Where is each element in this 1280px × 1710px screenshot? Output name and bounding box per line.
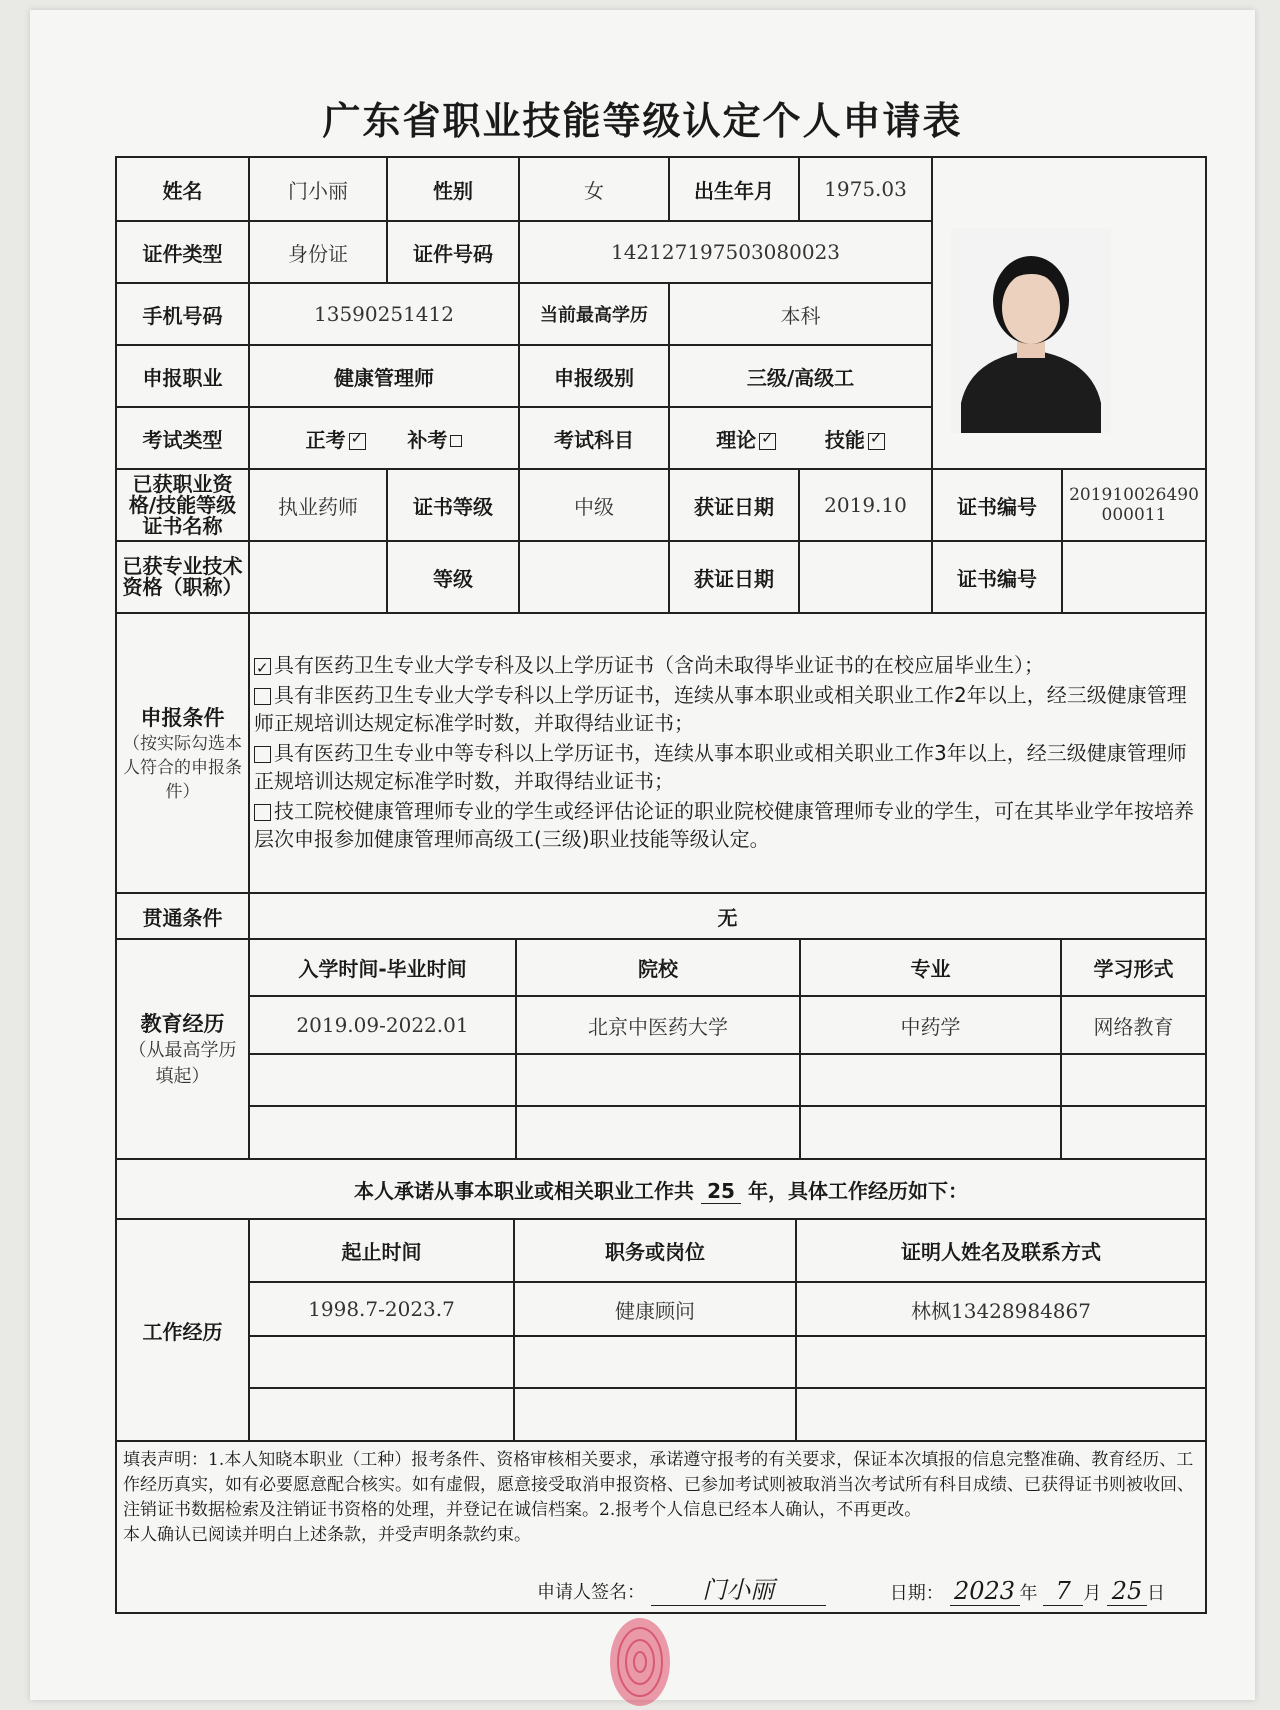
fingerprint-icon <box>605 1615 675 1710</box>
qual-name-value: 执业药师 <box>249 469 387 541</box>
pledge-prefix: 本人承诺从事本职业或相关职业工作共 <box>354 1178 695 1203</box>
table-cell <box>1061 1054 1205 1106</box>
form-title: 广东省职业技能等级认定个人申请表 <box>322 99 963 143</box>
table-cell: 网络教育 <box>1061 996 1205 1054</box>
signature-block <box>537 1570 826 1606</box>
date-month-unit: 月 <box>1083 1583 1102 1604</box>
conditions-note: （按实际勾选本人符合的申报条件） <box>123 734 242 802</box>
table-cell <box>800 1106 1061 1158</box>
checkbox-checked-icon[interactable] <box>759 433 776 450</box>
grade-label: 等级 <box>387 541 519 613</box>
work-table <box>250 1220 1205 1440</box>
table-header-row <box>250 940 1205 996</box>
checkbox-checked-icon[interactable] <box>349 433 366 450</box>
table-cell <box>516 1054 800 1106</box>
date-day: 25 <box>1107 1577 1147 1606</box>
checkbox-empty-icon[interactable] <box>450 435 462 447</box>
table-cell <box>516 1106 800 1158</box>
edu-history-table-cell <box>249 939 1206 1159</box>
edu-history-note: （从最高学历填起） <box>128 1040 237 1087</box>
grade-value <box>519 541 669 613</box>
cert-date-label: 获证日期 <box>669 469 799 541</box>
table-cell <box>514 1336 796 1388</box>
table-cell: 健康顾问 <box>514 1282 796 1336</box>
exam-subject-label: 考试科目 <box>519 407 669 469</box>
phone-value: 13590251412 <box>249 283 519 345</box>
work-pledge <box>116 1159 1206 1219</box>
declaration-text <box>117 1442 1205 1558</box>
cert-no2-label: 证书编号 <box>932 541 1062 613</box>
table-cell <box>250 1388 514 1440</box>
checkbox-checked-icon[interactable] <box>254 658 271 675</box>
work-history-label: 工作经历 <box>116 1219 249 1441</box>
conditions-label-cell <box>116 613 249 893</box>
signature-row <box>117 1558 1205 1612</box>
date-block <box>890 1577 1165 1606</box>
table-header-cell: 院校 <box>516 940 800 996</box>
exam-type-makeup[interactable]: 补考 <box>407 428 462 452</box>
checkbox-empty-icon[interactable] <box>254 688 271 705</box>
table-header-row <box>250 1220 1205 1282</box>
photo-cell <box>932 157 1206 469</box>
through-label: 贯通条件 <box>116 893 249 939</box>
table-cell <box>250 1054 516 1106</box>
table-cell: 中药学 <box>800 996 1061 1054</box>
gender-label: 性别 <box>387 157 519 221</box>
table-cell: 2019.09-2022.01 <box>250 996 516 1054</box>
cert-level-label: 证书等级 <box>387 469 519 541</box>
table-cell <box>796 1336 1205 1388</box>
exam-subject-skill[interactable]: 技能✓ <box>825 428 885 452</box>
table-header-cell: 起止时间 <box>250 1220 514 1282</box>
date-month: 7 <box>1043 1577 1083 1606</box>
id-no-value: 142127197503080023 <box>519 221 932 283</box>
exam-subject-options <box>669 407 932 469</box>
cert-level-value: 中级 <box>519 469 669 541</box>
table-row <box>250 1054 1205 1106</box>
checkbox-checked-icon[interactable] <box>868 433 885 450</box>
conditions-list <box>249 613 1206 893</box>
table-cell: 1998.7-2023.7 <box>250 1282 514 1336</box>
cert-no2-value <box>1062 541 1206 613</box>
table-header-cell: 入学时间-毕业时间 <box>250 940 516 996</box>
cert-date2-value <box>799 541 932 613</box>
edu-history-label: 教育经历 <box>140 1012 225 1036</box>
tech-qual-value <box>249 541 387 613</box>
table-cell <box>250 1106 516 1158</box>
education-label: 当前最高学历 <box>519 283 669 345</box>
id-type-value: 身份证 <box>249 221 387 283</box>
table-header-cell: 证明人姓名及联系方式 <box>796 1220 1205 1282</box>
date-label: 日期： <box>889 1583 944 1604</box>
table-row <box>250 1282 1205 1336</box>
condition-item[interactable]: 具有医药卫生专业中等专科以上学历证书，连续从事本职业或相关职业工作3年以上，经三级健康管理师正规培训达规定标准学时数，并取得结业证书； <box>254 741 1187 793</box>
table-cell <box>250 1336 514 1388</box>
signature-value: 门小丽 <box>651 1570 826 1606</box>
table-cell <box>514 1388 796 1440</box>
id-type-label: 证件类型 <box>116 221 249 283</box>
date-year-unit: 年 <box>1019 1583 1038 1604</box>
tech-qual-label: 已获专业技术资格（职称） <box>116 541 249 613</box>
phone-label: 手机号码 <box>116 283 249 345</box>
cert-date2-label: 获证日期 <box>669 541 799 613</box>
conditions-label: 申报条件 <box>140 706 225 730</box>
level-label: 申报级别 <box>519 345 669 407</box>
edu-history-label-cell <box>116 939 249 1159</box>
cert-no-value: 201910026490000011 <box>1062 469 1206 541</box>
table-row <box>250 1336 1205 1388</box>
checkbox-empty-icon[interactable] <box>254 804 271 821</box>
work-history-table-cell <box>249 1219 1206 1441</box>
date-day-unit: 日 <box>1147 1583 1165 1604</box>
cert-no-label: 证书编号 <box>932 469 1062 541</box>
declaration-line: 本人确认已阅读并明白上述条款，并受声明条款约束。 <box>123 1525 531 1545</box>
birth-value: 1975.03 <box>799 157 932 221</box>
table-header-cell: 学习形式 <box>1061 940 1205 996</box>
application-form-table <box>115 156 1207 1614</box>
level-value: 三级/高级工 <box>669 345 932 407</box>
table-row <box>250 996 1205 1054</box>
through-value: 无 <box>249 893 1206 939</box>
id-no-label: 证件号码 <box>387 221 519 283</box>
pledge-years: 25 <box>701 1179 741 1204</box>
condition-item[interactable]: 技工院校健康管理师专业的学生或经评估论证的职业院校健康管理师专业的学生，可在其毕业学年按培养层次申报参加健康管理师高级工(三级)职业技能等级认定。 <box>254 799 1194 851</box>
name-label: 姓名 <box>116 157 249 221</box>
exam-type-label: 考试类型 <box>116 407 249 469</box>
cert-date-value: 2019.10 <box>799 469 932 541</box>
exam-subject-theory[interactable]: 理论✓ <box>716 428 776 452</box>
condition-item[interactable]: ✓具有医药卫生专业大学专科及以上学历证书（含尚未取得毕业证书的在校应届毕业生）； <box>254 651 1201 679</box>
name-value: 门小丽 <box>249 157 387 221</box>
gender-value: 女 <box>519 157 669 221</box>
checkbox-empty-icon[interactable] <box>254 746 271 763</box>
exam-type-regular[interactable]: 正考✓ <box>306 428 366 452</box>
table-header-cell: 专业 <box>800 940 1061 996</box>
table-row <box>250 1388 1205 1440</box>
applicant-photo <box>951 228 1111 433</box>
pledge-suffix: 年，具体工作经历如下： <box>747 1178 968 1203</box>
declaration-cell <box>116 1441 1206 1613</box>
table-row <box>250 1106 1205 1158</box>
table-header-cell: 职务或岗位 <box>514 1220 796 1282</box>
date-year: 2023 <box>950 1577 1020 1606</box>
qual-name-label: 已获职业资格/技能等级证书名称 <box>116 469 249 541</box>
table-cell <box>1061 1106 1205 1158</box>
education-table <box>250 940 1205 1158</box>
occupation-label: 申报职业 <box>116 345 249 407</box>
declaration-line: 填表声明：1.本人知晓本职业（工种）报考条件、资格审核相关要求，承诺遵守报考的有关要求，保证本次填报的信息完整准确、教育经历、工作经历真实，如有必要愿意配合核实。如有虚假，愿意接受取消申报资格、已参加考试则被取消当次考试所有科目成绩、已获得证书则被收回、注销证书数据检索及注销证书资格的处理，并登记在诚信档案。2.报考个人信息已经本人确认，不再更改。 <box>123 1450 1194 1520</box>
table-cell <box>796 1388 1205 1440</box>
exam-type-options <box>249 407 519 469</box>
signature-label: 申请人签名： <box>537 1582 645 1603</box>
education-value: 本科 <box>669 283 932 345</box>
table-cell: 林枫13428984867 <box>796 1282 1205 1336</box>
condition-item[interactable]: 具有非医药卫生专业大学专科以上学历证书，连续从事本职业或相关职业工作2年以上，经三级健康管理师正规培训达规定标准学时数，并取得结业证书； <box>254 683 1187 735</box>
occupation-value: 健康管理师 <box>249 345 519 407</box>
birth-label: 出生年月 <box>669 157 799 221</box>
table-cell <box>800 1054 1061 1106</box>
application-form-sheet <box>30 10 1255 1700</box>
table-cell: 北京中医药大学 <box>516 996 800 1054</box>
